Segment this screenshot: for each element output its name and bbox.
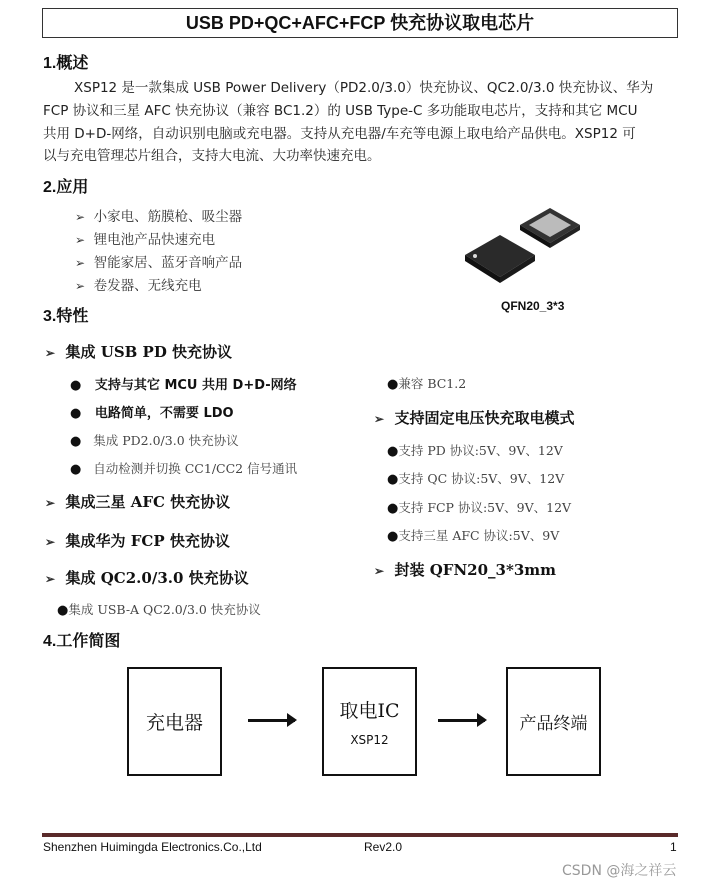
overview-line: XSP12 是一款集成 USB Power Delivery（PD2.0/3.0）快充协议、QC2.0/3.0 快充协议、华为 <box>74 80 654 96</box>
section-application-heading: 2.应用 <box>43 179 89 196</box>
diagram-box-ic: 取电IC XSP12 <box>322 667 417 776</box>
footer-rule <box>42 833 678 837</box>
feature-item: ●兼容 BC1.2 <box>387 376 467 392</box>
application-item: ➢ 小家电、筋膜枪、吸尘器 <box>75 209 243 225</box>
feature-qc: ➢ 集成 QC2.0/3.0 快充协议 <box>45 569 249 587</box>
feature-afc: ➢ 集成三星 AFC 快充协议 <box>45 493 231 511</box>
feature-item: ● 自动检测并切换 CC1/CC2 信号通讯 <box>70 461 298 477</box>
feature-item: ●支持 PD 协议:5V、9V、12V <box>387 443 563 459</box>
feature-usb-pd: ➢ 集成 USB PD 快充协议 <box>45 343 233 361</box>
application-item: ➢ 智能家居、蓝牙音响产品 <box>75 255 243 271</box>
section-features-heading: 3.特性 <box>43 308 89 325</box>
feature-fcp: ➢ 集成华为 FCP 快充协议 <box>45 532 230 550</box>
diagram-box-charger: 充电器 <box>127 667 222 776</box>
overview-line: 以与充电管理芯片组合，支持大电流、大功率快速充电。 <box>43 148 381 164</box>
arrow-right-icon <box>248 719 295 722</box>
feature-fixed-voltage: ➢ 支持固定电压快充取电模式 <box>374 409 575 427</box>
watermark: CSDN @海之祥云 <box>562 863 677 879</box>
overview-line: 共用 D+D-网络，自动识别电脑或充电器。支持从充电器/车充等电源上取电给产品供电。XSP12 可 <box>43 126 636 142</box>
document-title: USB PD+QC+AFC+FCP 快充协议取电芯片 <box>42 8 678 38</box>
application-item: ➢ 锂电池产品快速充电 <box>75 232 216 248</box>
feature-item: ● 支持与其它 MCU 共用 D+D-网络 <box>70 378 297 393</box>
qfn-chip-image <box>455 205 585 285</box>
arrow-right-icon <box>438 719 485 722</box>
feature-item: ● 集成 PD2.0/3.0 快充协议 <box>70 433 239 449</box>
footer-page-number: 1 <box>670 840 677 854</box>
feature-item: ●支持三星 AFC 协议:5V、9V <box>387 528 560 544</box>
diagram-box-product: 产品终端 <box>506 667 601 776</box>
application-item: ➢ 卷发器、无线充电 <box>75 278 202 294</box>
feature-package: ➢ 封装 QFN20_3*3mm <box>374 561 557 579</box>
arrow-bullet-icon: ➢ <box>75 279 86 293</box>
overview-line: FCP 协议和三星 AFC 快充协议（兼容 BC1.2）的 USB Type-C 多功能取电芯片，支持和其它 MCU <box>43 103 638 119</box>
arrow-bullet-icon: ➢ <box>75 256 86 270</box>
feature-item: ●支持 QC 协议:5V、9V、12V <box>387 471 565 487</box>
feature-item: ●支持 FCP 协议:5V、9V、12V <box>387 500 572 516</box>
chip-caption: QFN20_3*3 <box>501 299 565 313</box>
arrow-bullet-icon: ➢ <box>75 210 86 224</box>
section-overview-heading: 1.概述 <box>43 55 89 72</box>
arrow-bullet-icon: ➢ <box>75 233 86 247</box>
footer-company: Shenzhen Huimingda Electronics.Co.,Ltd <box>43 840 262 854</box>
feature-item: ●集成 USB-A QC2.0/3.0 快充协议 <box>57 602 261 618</box>
section-diagram-heading: 4.工作简图 <box>43 633 121 650</box>
feature-item: ● 电路简单，不需要 LDO <box>70 406 234 421</box>
footer-revision: Rev2.0 <box>364 840 403 854</box>
